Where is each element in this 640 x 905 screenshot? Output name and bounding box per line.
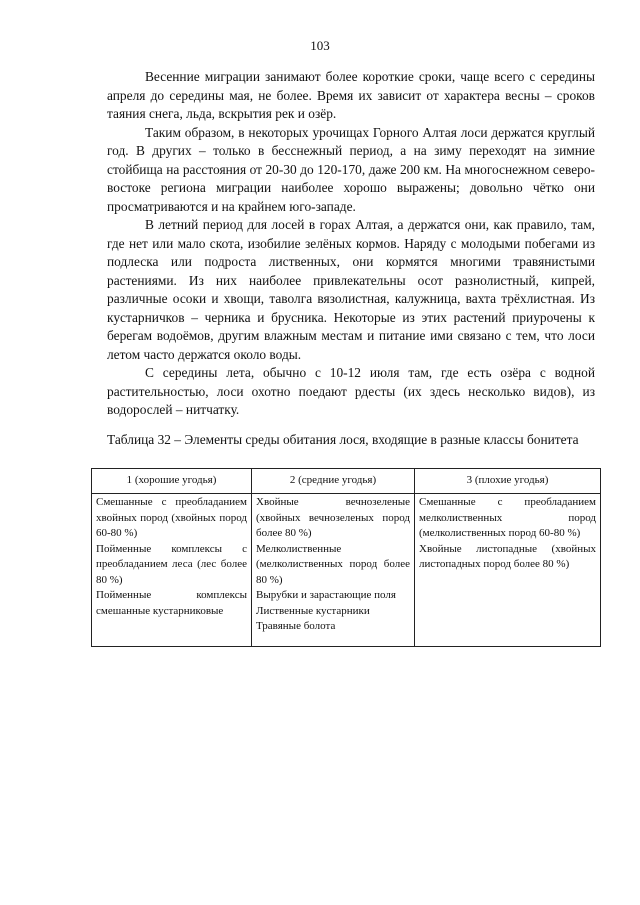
paragraph: В летний период для лосей в горах Алтая, а держатся они, как правило, там, где нет или мало скота, изобилие зелёных кормов. Наряду с молодыми побегами из подлеска или подроста лиственных, они кормятся многими травянистыми растениями. Из них наиболее привлекательны осот разнолистный, кипрей, различные осоки и хвощи, таволга вязолистная, калужница, вахта трёхлистная. Из кустарничков – черника и брусника. Некоторые из этих растений приурочены к берегам водоёмов, другим влажным местам и питание ими связано с тем, что лоси летом часто держатся около воды. [107,217,595,362]
column-header-medium: 2 (средние угодья) [252,469,415,494]
cell-poor [415,494,601,647]
table-caption: Таблица 32 – Элементы среды обитания лося, входящие в разные классы бонитета [107,432,579,447]
cell-line: Хвойные листопадные (хвойных листопадных пород более 80 %) [419,542,596,570]
cell-line: Смешанные с преобладанием мелколиственных пород (мелколиственных пород 60-80 %) [419,496,596,539]
cell-medium [252,494,415,647]
cell-line: Хвойные вечнозеленые (хвойных вечнозеленых пород более 80 %) [256,496,410,539]
paragraph: Таким образом, в некоторых урочищах Горного Алтая лоси держатся круглый год. В других – только в бесснежный период, а на зиму переходят на зимние стойбища на расстояния от 20-30 до 120-170, даже 200 км. На многоснежном северо-востоке региона миграции наиболее хорошо выражены; довольно чётко они просматриваются и на крайнем юго-западе. [107,124,595,214]
cell-line: Пойменные комплексы с преобладанием леса (лес более 80 %) [96,542,247,586]
column-header-good: 1 (хорошие угодья) [92,469,252,494]
cell-line: Мелколиственные (мелколиственных пород более 80 %) [256,542,410,586]
paragraph: Весенние миграции занимают более короткие сроки, чаще всего с середины апреля до середины мая, не более. Время их зависит от характера весны – сроков таяния снега, льда, вскрытия рек и озёр. [107,69,595,121]
table-header-row [92,469,601,494]
page-number: 103 [310,38,330,53]
cell-good [92,494,252,647]
table-row [92,494,601,647]
cell-line: Лиственные кустарники [256,604,370,617]
habitat-table [91,468,601,647]
cell-line: Травяные болота [256,620,336,632]
paragraph: С середины лета, обычно с 10-12 июля там, где есть озёра с водной растительностью, лоси охотно поедают рдесты (их здесь несколько видов), из водорослей – нитчатку. [107,365,595,417]
cell-line: Вырубки и зарастающие поля [256,589,396,601]
column-header-poor: 3 (плохие угодья) [415,469,601,494]
cell-line: Пойменные комплексы смешанные кустарниковые [96,589,247,617]
cell-line: Смешанные с преобладанием хвойных пород (хвойных пород 60-80 %) [96,496,247,539]
body-text [107,68,595,420]
